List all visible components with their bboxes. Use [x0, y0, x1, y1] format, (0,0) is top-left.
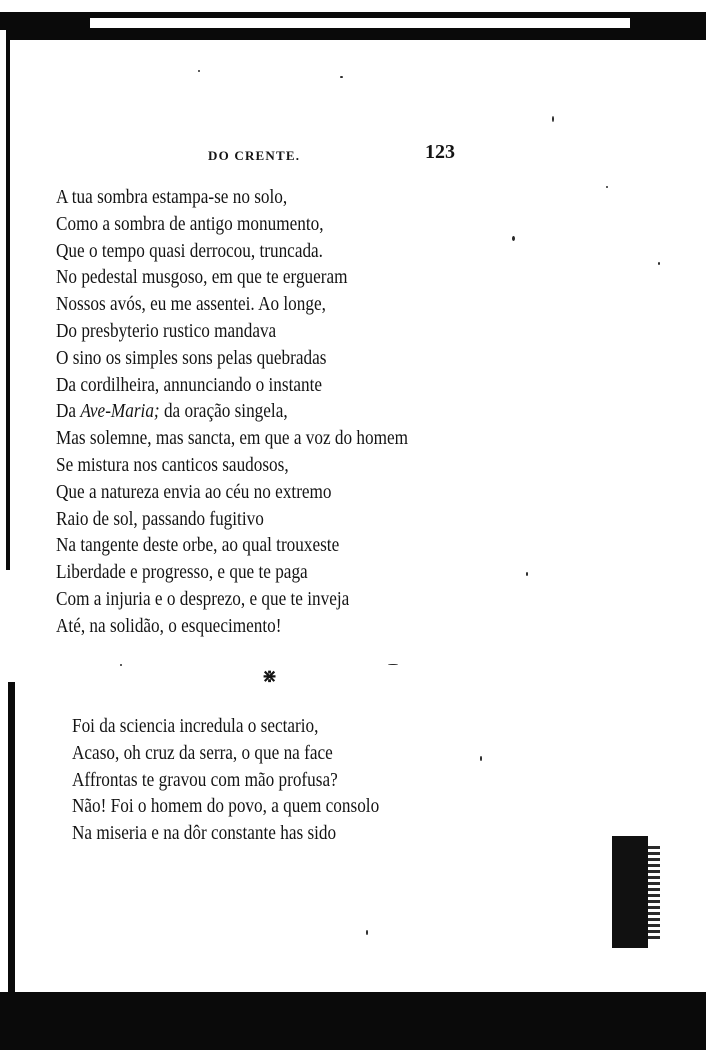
scan-speck [552, 116, 554, 122]
verse-line [56, 398, 408, 425]
verse-segment: Se mistura nos canticos saudosos, [56, 453, 289, 476]
scan-bottom-dark-band [0, 992, 706, 1050]
verse-segment: Na tangente deste orbe, ao qual trouxeste [56, 534, 340, 557]
verse-segment: Com a injuria e o desprezo, e que te inveja [56, 587, 350, 610]
scan-right-smudge [612, 836, 648, 948]
verse-line [56, 345, 408, 372]
section-ornament-icon: ⋇ [262, 666, 278, 686]
verse-segment: Do presbyterio rustico mandava [56, 319, 277, 342]
verse-line [56, 452, 408, 479]
verse-line [56, 211, 408, 238]
verse-segment: O sino os simples sons pelas quebradas [56, 346, 327, 369]
verse-stanza-2 [72, 713, 429, 847]
verse-stanza-1 [56, 184, 465, 640]
scan-speck [366, 930, 368, 935]
verse-segment: Nossos avós, eu me assentei. Ao longe, [56, 293, 326, 316]
verse-segment: Até, na solidão, o esquecimento! [56, 614, 282, 637]
scan-top-band-gap [90, 18, 630, 28]
scan-speck [480, 756, 482, 761]
verse-line [56, 264, 408, 291]
verse-line [72, 820, 379, 847]
scan-speck [526, 572, 528, 576]
verse-segment: Affrontas te gravou com mão profusa? [72, 768, 338, 791]
scan-speck [340, 76, 343, 78]
scan-left-edge-upper-light [0, 30, 6, 590]
verse-segment: Como a sombra de antigo monumento, [56, 212, 324, 235]
verse-line [56, 559, 408, 586]
verse-line [56, 238, 408, 265]
verse-segment: Foi da sciencia incredula o sectario, [72, 715, 319, 737]
verse-line [56, 613, 408, 640]
verse-segment: Raio de sol, passando fugitivo [56, 507, 264, 530]
verse-line [72, 740, 379, 767]
verse-segment: Da [56, 400, 81, 423]
verse-line [56, 506, 408, 533]
verse-line [56, 479, 408, 506]
scan-left-edge-lower [8, 682, 15, 997]
scan-speck [512, 236, 515, 241]
verse-segment: Que o tempo quasi derrocou, truncada. [56, 239, 323, 262]
verse-segment: Acaso, oh cruz da serra, o que na face [72, 741, 333, 764]
verse-line [72, 793, 379, 820]
running-title: DO CRENTE. [208, 148, 301, 163]
page-number: 123 [425, 141, 455, 163]
verse-line [72, 713, 379, 740]
verse-line [56, 318, 408, 345]
verse-segment: Não! Foi o homem do povo, a quem consolo [72, 795, 380, 818]
verse-segment: Liberdade e progresso, e que te paga [56, 561, 308, 584]
verse-segment: Da cordilheira, annunciando o instante [56, 373, 323, 396]
verse-segment: A tua sombra estampa-se no solo, [56, 186, 288, 208]
verse-line [72, 767, 379, 794]
verse-line [56, 291, 408, 318]
scan-speck [658, 262, 660, 265]
verse-segment: No pedestal musgoso, em que te ergueram [56, 266, 348, 289]
scan-speck [198, 70, 200, 72]
verse-line [56, 532, 408, 559]
verse-segment: Mas solemne, mas sancta, em que a voz do homem [56, 427, 409, 450]
verse-line [56, 425, 408, 452]
verse-segment: Que a natureza envia ao céu no extremo [56, 480, 332, 503]
scan-speck [606, 186, 608, 188]
scan-speck [120, 664, 122, 666]
verse-line [56, 184, 408, 211]
verse-segment: da oração singela, [159, 400, 288, 423]
verse-segment: Na miseria e na dôr constante has sido [72, 822, 337, 845]
scan-right-smudge-streaks [648, 846, 660, 940]
verse-segment-italic: Ave-Maria; [80, 400, 160, 423]
scan-top-margin [0, 0, 706, 12]
verse-line [56, 372, 408, 399]
verse-line [56, 586, 408, 613]
scan-speck [388, 664, 398, 665]
